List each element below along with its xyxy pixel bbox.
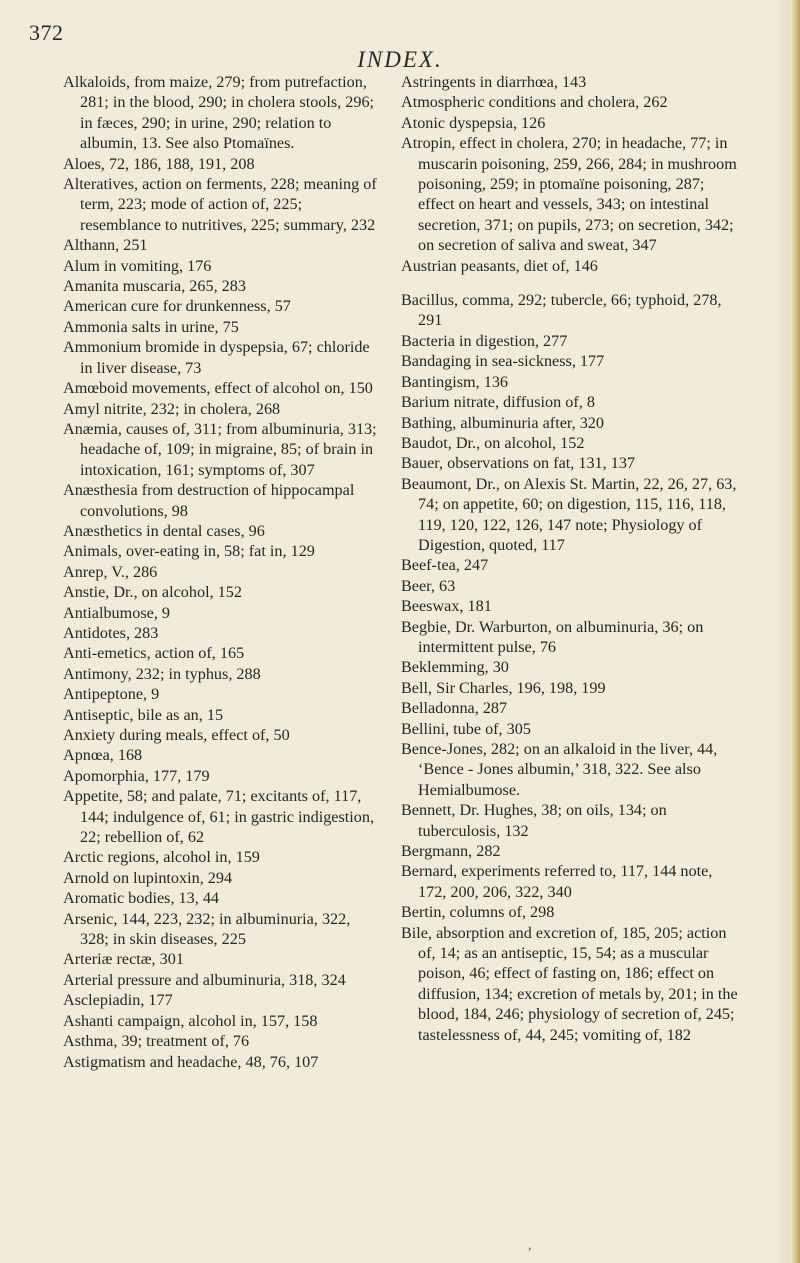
index-entry: Bacillus, comma, 292; tubercle, 66; typhoid, 278, 291 xyxy=(401,291,722,330)
index-entry: Ashanti campaign, alcohol in, 157, 158 xyxy=(63,1011,318,1030)
index-column-left xyxy=(63,72,381,1072)
index-entry: Bathing, albuminuria after, 320 xyxy=(401,413,604,432)
index-entry: Ammonia salts in urine, 75 xyxy=(63,317,239,336)
index-entry: Antidotes, 283 xyxy=(63,623,159,642)
index-entry: Belladonna, 287 xyxy=(401,699,508,718)
index-entry: Anæsthetics in dental cases, 96 xyxy=(63,521,265,540)
index-entry: Bauer, observations on fat, 131, 137 xyxy=(401,454,636,473)
index-entry: Beklemming, 30 xyxy=(401,658,509,677)
index-entry: Arnold on lupintoxin, 294 xyxy=(63,868,233,887)
index-entry: Arctic regions, alcohol in, 159 xyxy=(63,848,260,867)
index-entry: Anæmia, causes of, 311; from albuminuria, 313; headache of, 109; in migraine, 85; of brain in intoxication, 161; symptoms of, 307 xyxy=(63,419,377,479)
index-entry: Ammonium bromide in dyspepsia, 67; chloride in liver disease, 73 xyxy=(63,338,370,377)
index-entry: Beaumont, Dr., on Alexis St. Martin, 22, 26, 27, 63, 74; on appetite, 60; on digestion, 115, 116, 118, 119, 120, 122, 126, 147 note; Physiology of Digestion, quoted, 117 xyxy=(401,474,737,554)
index-entry: Animals, over-eating in, 58; fat in, 129 xyxy=(63,542,315,561)
stray-mark: , xyxy=(528,1238,532,1253)
index-entry: Asclepiadin, 177 xyxy=(63,991,173,1010)
index-entry: Begbie, Dr. Warburton, on albuminuria, 36; on intermittent pulse, 76 xyxy=(401,617,704,656)
index-entry: Asthma, 39; treatment of, 76 xyxy=(63,1032,250,1051)
index-entry: Antipeptone, 9 xyxy=(63,685,160,704)
index-entry: Bacteria in digestion, 277 xyxy=(401,331,568,350)
index-entry: Beef-tea, 247 xyxy=(401,556,489,575)
index-entry: Anstie, Dr., on alcohol, 152 xyxy=(63,583,242,602)
index-entry: Arsenic, 144, 223, 232; in albuminuria, 322, 328; in skin diseases, 225 xyxy=(63,909,351,949)
index-entry: Bantingism, 136 xyxy=(401,372,509,391)
index-entry: Bence-Jones, 282; on an alkaloid in the liver, 44, ‘Bence - Jones albumin,’ 318, 322. See also Hemialbumose. xyxy=(401,740,718,799)
index-entry: Beer, 63 xyxy=(401,576,456,595)
index-entry: Alteratives, action on ferments, 228; meaning of term, 223; mode of action of, 225; resemblance to nutritives, 225; summary, 232 xyxy=(63,175,377,234)
index-entry: Astigmatism and headache, 48, 76, 107 xyxy=(63,1052,319,1071)
index-entry: Anæsthesia from destruction of hippocampal convolutions, 98 xyxy=(63,481,355,520)
index-entry: Anti-emetics, action of, 165 xyxy=(63,644,245,663)
index-entry: Appetite, 58; and palate, 71; excitants of, 117, 144; indulgence of, 61; in gastric indigestion, 22; rebellion of, 62 xyxy=(63,787,375,847)
page-edge xyxy=(790,0,800,1263)
index-entry: Bile, absorption and excretion of, 185, 205; action of, 14; as an antiseptic, 15, 54; as a muscular poison, 46; effect of fasting on, 186; effect on diffusion, 134; excretion of metals by, 201; in the blood, 184, 246; physiology of secretion of, 245; tastelessness of, 44, 245; vomiting of, 182 xyxy=(401,923,738,1044)
index-column-right xyxy=(401,72,744,1045)
index-entry: Barium nitrate, diffusion of, 8 xyxy=(401,393,595,412)
index-entry: Anrep, V., 286 xyxy=(63,562,158,581)
index-entry: Atmospheric conditions and cholera, 262 xyxy=(401,93,668,112)
index-entry: Atropin, effect in cholera, 270; in headache, 77; in muscarin poisoning, 259, 266, 284; in mushroom poisoning, 259; in ptomaïne poisoning, 287; effect on heart and vessels, 343; on intestinal secretion, 371; on pupils, 273; on secretion, 342; on secretion of saliva and sweat, 347 xyxy=(401,134,737,255)
index-entry: Antimony, 232; in typhus, 288 xyxy=(63,664,261,683)
index-entry: Baudot, Dr., on alcohol, 152 xyxy=(401,433,585,452)
running-head: INDEX. xyxy=(357,47,443,72)
index-entry: Bell, Sir Charles, 196, 198, 199 xyxy=(401,678,606,697)
index-entry: Bertin, columns of, 298 xyxy=(401,903,555,922)
index-entry: Atonic dyspepsia, 126 xyxy=(401,113,546,132)
index-entry: American cure for drunkenness, 57 xyxy=(63,297,291,316)
page-number: 372 xyxy=(29,20,64,45)
index-entry: Alkaloids, from maize, 279; from putrefaction, 281; in the blood, 290; in cholera stools, 296; in fæces, 290; in urine, 290; relation to albumin, 13. See also Ptomaïnes. xyxy=(63,73,375,153)
index-entry: Antialbumose, 9 xyxy=(63,603,171,622)
letter-section-gap xyxy=(401,276,744,290)
index-entry: Aloes, 72, 186, 188, 191, 208 xyxy=(63,154,255,173)
index-entry: Bandaging in sea-sickness, 177 xyxy=(401,352,605,371)
index-entry: Bergmann, 282 xyxy=(401,842,501,861)
index-entry: Astringents in diarrhœa, 143 xyxy=(401,73,587,91)
index-entry: Amanita muscaria, 265, 283 xyxy=(63,277,246,296)
index-entry: Apomorphia, 177, 179 xyxy=(63,766,210,785)
index-entry: Alum in vomiting, 176 xyxy=(63,256,212,275)
index-entry: Aromatic bodies, 13, 44 xyxy=(63,889,220,908)
index-entry: Antiseptic, bile as an, 15 xyxy=(63,705,224,724)
index-entry: Bernard, experiments referred to, 117, 144 note, 172, 200, 206, 322, 340 xyxy=(401,862,713,901)
index-entry: Althann, 251 xyxy=(63,236,148,255)
index-entry: Arteriæ rectæ, 301 xyxy=(63,950,184,969)
index-entry: Apnœa, 168 xyxy=(63,746,143,765)
index-entry: Austrian peasants, diet of, 146 xyxy=(401,256,598,275)
index-entry: Anxiety during meals, effect of, 50 xyxy=(63,726,290,744)
index-entry: Bellini, tube of, 305 xyxy=(401,719,531,738)
index-entry: Beeswax, 181 xyxy=(401,597,492,616)
page-edge-shadow xyxy=(776,0,790,1263)
index-entry: Bennett, Dr. Hughes, 38; on oils, 134; on tuberculosis, 132 xyxy=(401,801,667,840)
index-entry: Amœboid movements, effect of alcohol on, 150 xyxy=(63,379,373,398)
index-entry: Arterial pressure and albuminuria, 318, 324 xyxy=(63,970,346,989)
index-entry: Amyl nitrite, 232; in cholera, 268 xyxy=(63,399,281,418)
